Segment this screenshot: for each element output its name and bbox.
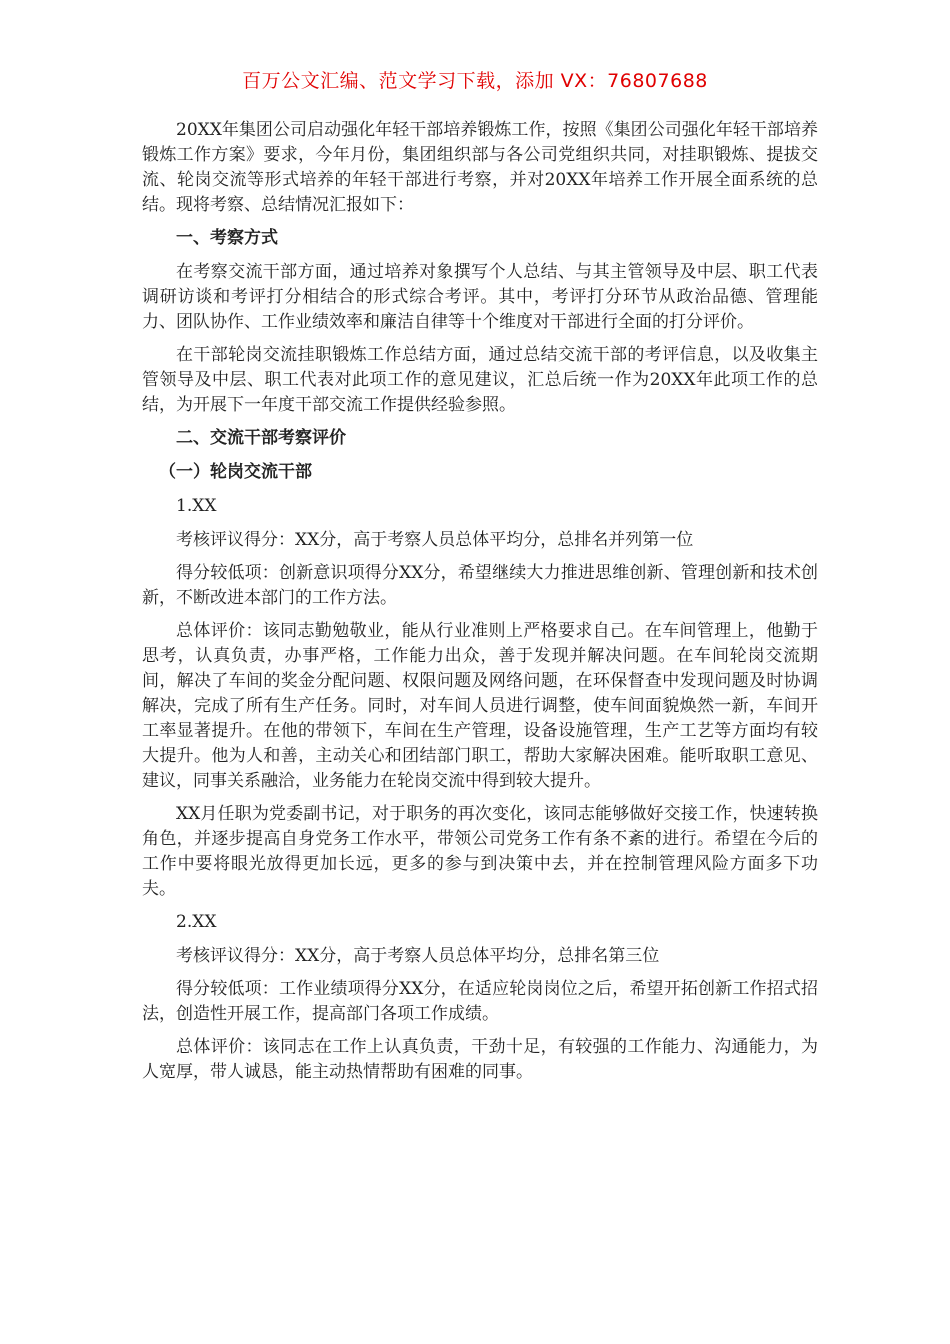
subsection-heading-1: （一）轮岗交流干部 <box>159 462 312 482</box>
method-paragraph-1: 在考察交流干部方面，通过培养对象撰写个人总结、与其主管领导及中层、职工代表调研访谈和考评打分相结合的形式综合考评。其中，考评打分环节从政治品德、管理能力、团队协作、工作业绩效率和廉洁自律等十个维度对干部进行全面的打分评价。 <box>142 262 818 332</box>
watermark-banner: 百万公文汇编、范文学习下载，添加 VX：76807688 <box>242 70 708 92</box>
document-body <box>142 118 818 1093</box>
person-1-low-item: 得分较低项：创新意识项得分XX分，希望继续大力推进思维创新、管理创新和技术创新，不断改进本部门的工作方法。 <box>142 563 818 608</box>
person-2-overall: 总体评价：该同志在工作上认真负责，干劲十足，有较强的工作能力、沟通能力，为人宽厚，带人诚恳，能主动热情帮助有困难的同事。 <box>142 1037 818 1082</box>
section-heading-1: 一、考察方式 <box>176 228 278 248</box>
method-paragraph-2: 在干部轮岗交流挂职锻炼工作总结方面，通过总结交流干部的考评信息，以及收集主管领导及中层、职工代表对此项工作的意见建议，汇总后统一作为20XX年此项工作的总结，为开展下一年度干部交流工作提供经验参照。 <box>142 345 818 415</box>
intro-paragraph: 20XX年集团公司启动强化年轻干部培养锻炼工作，按照《集团公司强化年轻干部培养锻炼工作方案》要求，今年月份，集团组织部与各公司党组织共同，对挂职锻炼、提拔交流、轮岗交流等形式培养的年轻干部进行考察，并对20XX年培养工作开展全面系统的总结。现将考察、总结情况汇报如下： <box>142 120 818 215</box>
person-2-score: 考核评议得分：XX分，高于考察人员总体平均分，总排名第三位 <box>176 946 660 966</box>
person-1-extra: XX月任职为党委副书记，对于职务的再次变化，该同志能够做好交接工作，快速转换角色，并逐步提高自身党务工作水平，带领公司党务工作有条不紊的进行。希望在今后的工作中要将眼光放得更加长远，更多的参与到决策中去，并在控制管理风险方面多下功夫。 <box>142 804 818 899</box>
person-2-low-item: 得分较低项：工作业绩项得分XX分，在适应轮岗岗位之后，希望开拓创新工作招式招法，创造性开展工作，提高部门各项工作成绩。 <box>142 979 818 1024</box>
person-number-2: 2.XX <box>176 912 217 932</box>
section-heading-2: 二、交流干部考察评价 <box>176 428 346 448</box>
person-1-overall: 总体评价：该同志勤勉敬业，能从行业准则上严格要求自己。在车间管理上，他勤于思考，认真负责，办事严格，工作能力出众，善于发现并解决问题。在车间轮岗交流期间，解决了车间的奖金分配问题、权限问题及网络问题，在环保督查中发现问题及时协调解决，完成了所有生产任务。同时，对车间人员进行调整，使车间面貌焕然一新，车间开工率显著提升。在他的带领下，车间在生产管理，设备设施管理，生产工艺等方面均有较大提升。他为人和善，主动关心和团结部门职工，帮助大家解决困难。能听取职工意见、建议，同事关系融洽，业务能力在轮岗交流中得到较大提升。 <box>142 621 818 791</box>
person-1-score: 考核评议得分：XX分，高于考察人员总体平均分，总排名并列第一位 <box>176 530 694 550</box>
person-number-1: 1.XX <box>176 496 217 516</box>
